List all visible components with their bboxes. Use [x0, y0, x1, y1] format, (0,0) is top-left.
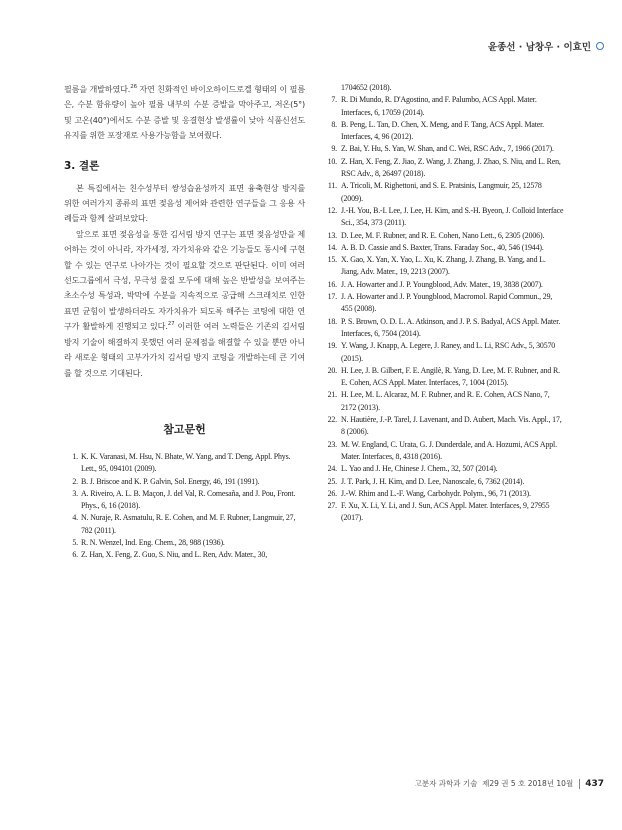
reference-number: 19. [327, 341, 337, 351]
reference-text: J. A. Howarter and J. P. Youngblood, Macromol. Rapid Commun., 29, 455 (2008). [341, 292, 553, 314]
reference-number: 13. [327, 230, 337, 240]
reference-text: J. T. Park, J. H. Kim, and D. Lee, Nanoscale, 6, 7362 (2014). [341, 476, 525, 486]
reference-item [324, 279, 564, 291]
reference-number: 14. [327, 242, 337, 252]
reference-item [324, 205, 564, 230]
reference-text: X. Gao, X. Yan, X. Yao, L. Xu, K. Zhang, J. Zhang, B. Yang, and L. Jiang, Adv. Mater., 19, 2213 (2007). [341, 255, 546, 277]
reference-number: 18. [327, 316, 337, 326]
reference-item [324, 242, 564, 254]
reference-number: 10. [327, 156, 337, 166]
citation-ref: 27 [167, 321, 175, 328]
reference-number: 24. [327, 464, 337, 474]
reference-number: 20. [327, 365, 337, 375]
reference-item [324, 500, 564, 525]
reference-text: J.-H. You, B.-I. Lee, J. Lee, H. Kim, and S.-H. Byeon, J. Colloid Interface Sci., 354, 373 (2011). [341, 205, 564, 228]
reference-text: B. Peng, L. Tan, D. Chen, X. Meng, and F. Tang, ACS Appl. Mater. Interfaces, 4, 96 (2012). [341, 119, 544, 142]
reference-text: H. Lee, M. L. Alcaraz, M. F. Rubner, and R. E. Cohen, ACS Nano, 7, 2172 (2013). [341, 390, 550, 412]
reference-item [64, 549, 305, 561]
reference-item [324, 476, 564, 488]
reference-item [324, 119, 564, 144]
reference-item [324, 180, 564, 205]
journal-name: 고분자 과학과 기술 [414, 779, 478, 788]
reference-item [324, 340, 564, 365]
reference-item [324, 488, 564, 500]
reference-text: F. Xu, X. Li, Y. Li, and J. Sun, ACS Appl. Mater. Interfaces, 9, 27955 (2017). [341, 501, 550, 523]
reference-text: Y. Wang, J. Knapp, A. Legere, J. Raney, and L. Li, RSC Adv., 5, 30570 (2015). [341, 341, 556, 363]
reference-number: 3. [72, 488, 78, 498]
reference-number: 22. [327, 415, 337, 425]
reference-item [64, 488, 305, 513]
section-title: 3. 결론 [64, 159, 100, 172]
reference-number: 7. [331, 95, 337, 105]
reference-text: Z. Han, X. Feng, Z. Guo, S. Niu, and L. Ren, Adv. Mater., 30, [81, 550, 268, 560]
conclusion-paragraph-1: 본 특집에서는 친수성부터 쌍성습윤성까지 표면 융축현상 방지를 위한 여러가지 종류의 표면 젖음성 제어와 관련한 연구들을 그 응용 사례들과 함께 살펴보았다. [64, 182, 305, 224]
footer-divider [579, 779, 580, 789]
reference-number: 12. [327, 205, 337, 215]
reference-text: A. Tricoli, M. Righettoni, and S. E. Pratsinis, Langmuir, 25, 12578 (2009). [341, 181, 542, 203]
reference-number: 27. [327, 501, 337, 511]
right-column [324, 82, 564, 525]
reference-text: J.-W. Rhim and L.-F. Wang, Carbohydr. Polym., 96, 71 (2013). [341, 488, 531, 498]
reference-text: M. W. England, C. Urata, G. J. Dunderdale, and A. Hozumi, ACS Appl. Mater. Interfaces, 8, 4318 (2016). [341, 439, 557, 461]
reference-number: 9. [331, 144, 337, 154]
reference-item [324, 463, 564, 475]
reference-number: 17. [327, 292, 337, 302]
reference-text: J. A. Howarter and J. P. Youngblood, Adv. Mater., 19, 3838 (2007). [341, 279, 543, 289]
reference-item [324, 291, 564, 316]
reference-item [64, 451, 305, 476]
reference-number: 11. [327, 181, 337, 191]
reference-text: D. Lee, M. F. Rubner, and R. E. Cohen, Nano Lett., 6, 2305 (2006). [341, 230, 545, 240]
reference-text: A. B. D. Cassie and S. Baxter, Trans. Faraday Soc., 40, 546 (1944). [341, 242, 544, 252]
reference-number: 25. [327, 476, 337, 486]
reference-item [324, 254, 564, 279]
reference-item [324, 439, 564, 464]
reference-number: 2. [72, 476, 78, 486]
reference-text: L. Yao and J. He, Chinese J. Chem., 32, 507 (2014). [341, 464, 498, 474]
reference-item [324, 143, 564, 155]
reference-number: 16. [327, 279, 337, 289]
conclusion-paragraph-2: 앞으로 표면 젖음성을 통한 김서림 방지 연구는 표면 젖음성만을 제어하는 것이 아니라, 자가세정, 자가치유와 같은 기능들도 동시에 구현할 수 있는 연구로 나아가는 것이 필요할 것으로 판단된다. 이미 여러 선도그룹에서 극성, 무극성 물질 모두에 대해 높은 반발성을 보여주는 초소수성 특성과, 박막에 수분을 지속적으로 공급해 스크래치로 인한 표면 균힘이 발생하더라도 자가치유가 되도록 해주는 코팅에 대한 연구가 활발하게 진행되고 있다.$^{27}$ 이러한 여러 노력들은 기존의 김서림 방지 기술이 해결하지 못했던 여러 문제점을 해결할 수 있을 뿐만 아니라 새로운 형태의 고부가가치 김서림 방지 코팅을 개발하는데 큰 기여를 할 것으로 기대된다. [64, 228, 305, 378]
page-header [488, 39, 604, 53]
reference-text: N. Hautière, J.-P. Tarel, J. Lavenant, and D. Aubert, Mach. Vis. Appl., 17, 8 (2006). [341, 415, 562, 437]
reference-number: 15. [327, 255, 337, 265]
reference-text: A. Riveiro, A. L. B. Maçon, J. del Val, R. Comesaña, and J. Pou, Front. Phys., 6, 16 (2018). [81, 488, 296, 511]
references-title: 참고문헌 [163, 422, 206, 436]
reference-item [324, 316, 564, 341]
reference-item [64, 512, 305, 537]
reference-text: N. Nuraje, R. Asmatulu, R. E. Cohen, and M. F. Rubner, Langmuir, 27, 782 (2011). [81, 513, 296, 535]
page-number: 437 [585, 778, 604, 789]
reference-text: H. Lee, J. B. Gilbert, F. E. Angilè, R. Yang, D. Lee, M. F. Rubner, and R. E. Cohen, ACS Appl. Mater. Interfaces, 7, 1004 (2015). [341, 365, 560, 388]
intro-paragraph: 필름을 개발하였다.$^{26}$ 자연 친화적인 바이오하이드로겔 형태의 이 필름은, 수분 함유량이 높아 필름 내부의 수분 증발을 막아주고, 저온(5°) 및 고온(40°)에서도 수분 증발 및 응결현상 발생률이 낮아 식품신선도 유지를 위한 포장재로 사용가능함을 보여줬다. [64, 84, 305, 141]
reference-item [324, 94, 564, 119]
reference-number: 4. [72, 513, 78, 523]
reference-number: 8. [331, 119, 337, 129]
reference-list-right [324, 82, 564, 525]
reference-continuation: 1704652 (2018). [341, 83, 392, 92]
reference-item [64, 537, 305, 549]
reference-text: R. N. Wenzel, Ind. Eng. Chem., 28, 988 (1936). [81, 537, 225, 547]
reference-item [324, 414, 564, 439]
reference-text: K. K. Varanasi, M. Hsu, N. Bhate, W. Yang, and T. Deng, Appl. Phys. Lett., 95, 094101 (2009). [81, 451, 291, 474]
reference-item [64, 476, 305, 488]
circle-bullet-icon [596, 42, 604, 50]
reference-text: P. S. Brown, O. D. L. A. Atkinson, and J. P. S. Badyal, ACS Appl. Mater. Interfaces, 6, 7504 (2014). [341, 316, 561, 338]
reference-item [324, 156, 564, 181]
page-footer [415, 778, 604, 789]
reference-number: 1. [72, 451, 78, 461]
reference-list-left [64, 451, 305, 562]
citation-ref: 26 [130, 84, 137, 90]
reference-number: 21. [327, 390, 337, 400]
issue-info: 제29 권 5 호 2018년 10월 [482, 779, 574, 788]
reference-item [324, 389, 564, 414]
reference-text: R. Di Mundo, R. D'Agostino, and F. Palumbo, ACS Appl. Mater. Interfaces, 6, 17059 (2014). [341, 95, 537, 117]
left-column [64, 82, 305, 562]
reference-number: 26. [327, 488, 337, 498]
reference-number: 5. [72, 537, 78, 547]
reference-number: 6. [72, 550, 78, 560]
reference-item [324, 365, 564, 390]
reference-text: Z. Bai, Y. Hu, S. Yan, W. Shan, and C. Wei, RSC Adv., 7, 1966 (2017). [341, 144, 554, 154]
reference-text: B. J. Briscoe and K. P. Galvin, Sol. Energy, 46, 191 (1991). [81, 476, 260, 486]
reference-number: 23. [327, 439, 337, 449]
header-authors: 윤종선 · 남창우 · 이효민 [487, 42, 591, 53]
reference-item [324, 230, 564, 242]
reference-text: Z. Han, X. Feng, Z. Jiao, Z. Wang, J. Zhang, J. Zhao, S. Niu, and L. Ren, RSC Adv., 8, 26497 (2018). [341, 156, 561, 179]
